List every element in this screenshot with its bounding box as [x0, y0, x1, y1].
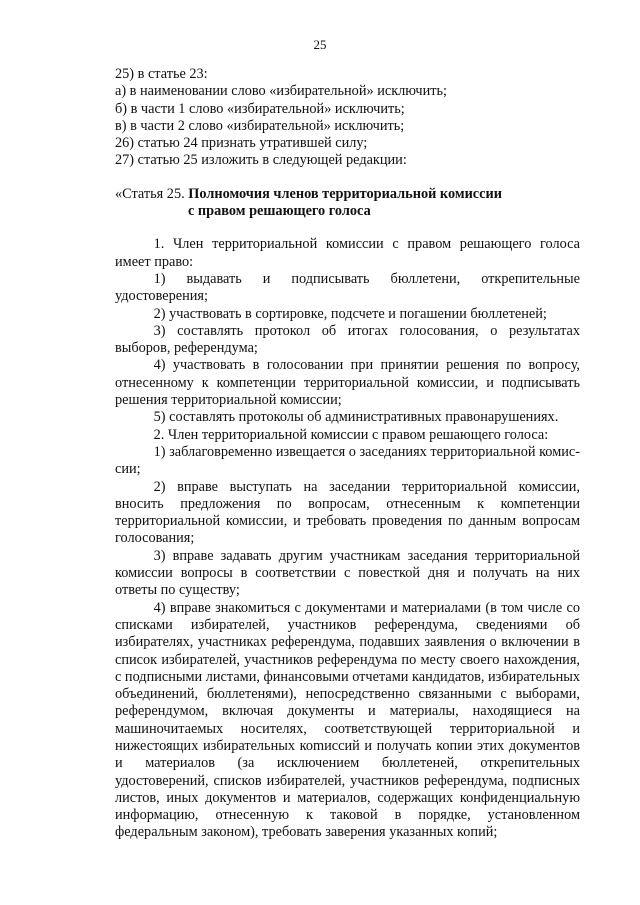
- paragraph: 3) составлять протокол об итогах голосования, о результатах выборов, референдума;: [115, 322, 580, 357]
- amendments-list: [115, 66, 580, 170]
- article-title-line-2: с правом решающего голоса: [188, 203, 371, 220]
- amendment-line: в) в части 2 слово «избирательной» исключить;: [115, 117, 405, 134]
- article-heading-line-1: [115, 186, 580, 203]
- page-number: 25: [313, 37, 327, 52]
- paragraph: 1) выдавать и подписывать бюллетени, открепительные удостоверения;: [115, 270, 580, 305]
- paragraph: 1) заблаговременно извещается о заседаниях территориальной комиссии;: [115, 443, 580, 478]
- paragraph: 5) составлять протоколы об административных правонарушениях.: [153, 409, 559, 426]
- amendment-line: 25) в статье 23:: [115, 66, 208, 82]
- article-prefix: «Статья 25.: [115, 185, 185, 202]
- amendment-line: а) в наименовании слово «избирательной» исключить;: [115, 83, 447, 100]
- article-title-line-1: Полномочия членов территориальной комиссии: [188, 185, 502, 202]
- paragraph: 3) вправе задавать другим участникам заседания территориальной комиссии вопросы в соответствии с повесткой дня и получать на них ответы по существу;: [115, 547, 580, 599]
- document-body: [115, 66, 580, 842]
- amendment-line: 27) статью 25 изложить в следующей редакции:: [115, 152, 407, 169]
- paragraph: 2. Член территориальной комиссии с правом решающего голоса:: [153, 426, 549, 443]
- paragraph: 1. Член территориальной комиссии с правом решающего голоса имеет право:: [115, 236, 580, 270]
- paragraph: 4) вправе знакомиться с документами и материалами (в том числе со списками избирателей, участников референдума, сведениями об избирателях, участниках референдума, подавших заявления о включении в список избирателей, участников референдума по месту своего нахождения, с подписными листами, финансовыми отчетами кандидатов, избирательных объединений, бюллетенями), непосредственно связанными с выборами, референдумом, включая документы и материалы, находящиеся на машиночитаемых носителях, соответствующей территориальной и нижестоящих избирательных коmиссий и получать копии этих документов и материалов (за исключением бюллетеней, открепительных удостоверений, списков избирателей, участников референдума, подписных листов, иных документов и материалов, содержащих конфиденциальную информацию, отнесенную к таковой в порядке, установленном федеральным законом), требовать заверения указанных копий;: [115, 599, 580, 841]
- paragraph: 4) участвовать в голосовании при принятии решения по вопросу, отнесенному к компетенции территориальной комиссии, и подписывать решения территориальной комиссии;: [115, 357, 580, 409]
- paragraph: 2) вправе выступать на заседании территориальной комиссии, вносить предложения по вопросам, отнесенным к компетенции территориальной комиссии, и требовать проведения по данным вопросам голосования;: [115, 478, 580, 547]
- article-heading: [115, 186, 580, 221]
- article-body: [115, 236, 580, 841]
- paragraph: 2) участвовать в сортировке, подсчете и погашении бюллетеней;: [153, 305, 547, 322]
- amendment-line: б) в части 1 слово «избирательной» исключить;: [115, 100, 405, 117]
- amendment-line: 26) статью 24 признать утратившей силу;: [115, 135, 368, 152]
- article-heading-line-2: [115, 203, 580, 220]
